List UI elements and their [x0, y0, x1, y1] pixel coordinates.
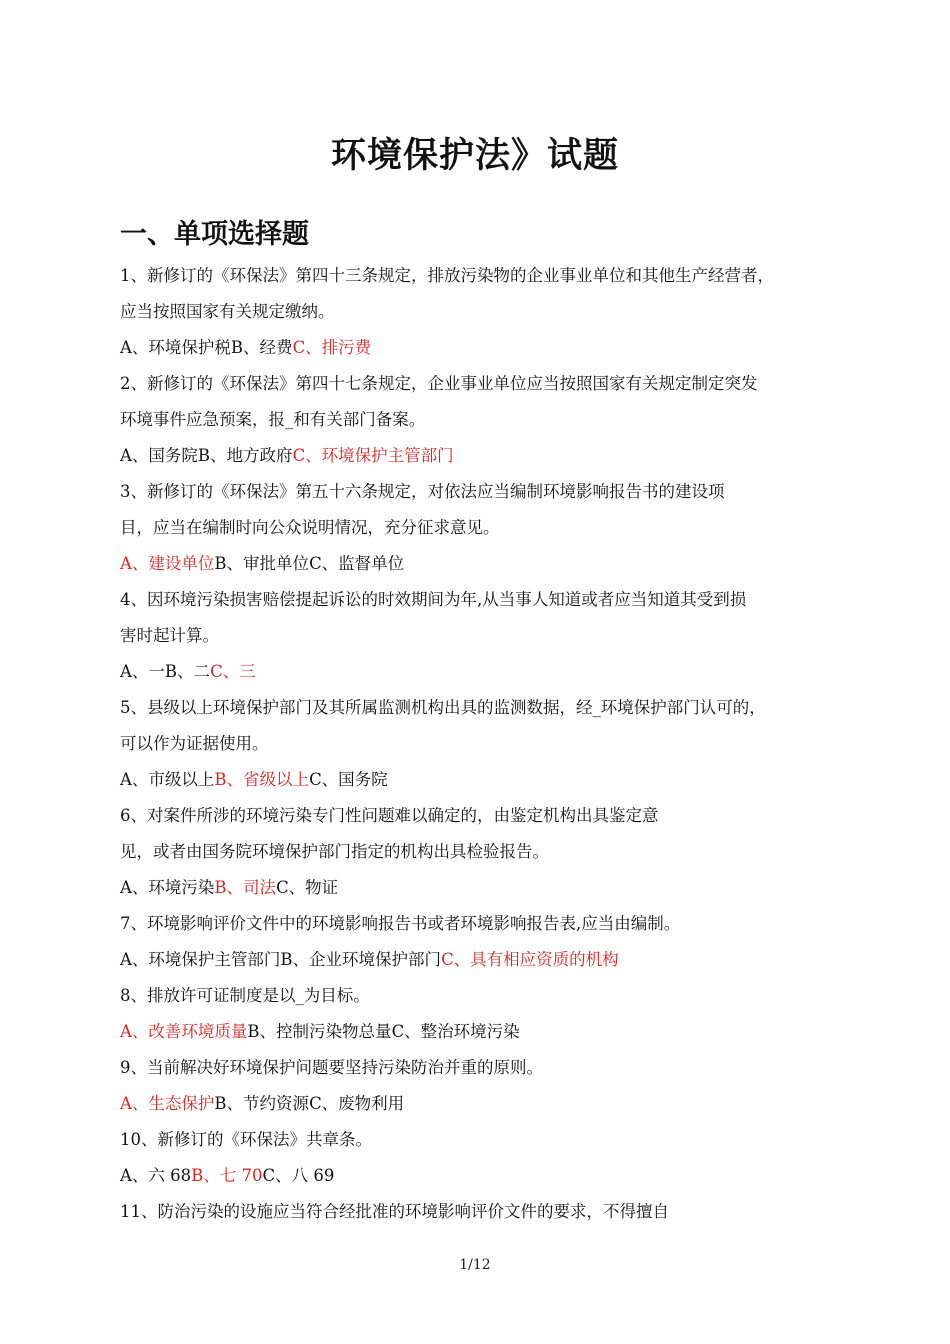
question-5-options	[120, 762, 880, 798]
question-3-text-cont: 目，应当在编制时向公众说明情况，充分征求意见。	[120, 518, 500, 537]
option-b: B、企业环境保护部门	[280, 950, 442, 969]
option-b-answer: B、省级以上	[214, 770, 310, 789]
option-c-answer: C、具有相应资质的机构	[441, 950, 619, 969]
question-6-options	[120, 870, 880, 906]
option-b-answer: B、七 70	[191, 1166, 263, 1185]
question-9-text: 9、当前解决好环境保护问题要坚持污染防治并重的原则。	[120, 1058, 543, 1077]
option-c-answer: C、环境保护主管部门	[292, 446, 454, 465]
question-7-options	[120, 942, 880, 978]
question-2-options	[120, 438, 880, 474]
option-a: A、环境保护主管部门	[120, 950, 281, 969]
option-a: A、环境污染	[120, 878, 215, 897]
question-4-options	[120, 654, 880, 690]
option-a-answer: A、生态保护	[120, 1094, 215, 1113]
option-a: A、国务院	[120, 446, 198, 465]
option-b: B、审批单位	[214, 554, 310, 573]
option-b: B、经费	[230, 338, 293, 357]
option-a: A、六 68	[120, 1166, 192, 1185]
option-c: C、物证	[276, 878, 339, 897]
question-3-options	[120, 546, 880, 582]
option-c: C、国务院	[309, 770, 388, 789]
question-6-text: 6、对案件所涉的环境污染专门性问题难以确定的，由鉴定机构出具鉴定意	[120, 806, 659, 825]
option-c: C、整治环境污染	[391, 1022, 520, 1041]
option-c: C、监督单位	[309, 554, 405, 573]
question-6-text-cont: 见，或者由国务院环境保护部门指定的机构出具检验报告。	[120, 842, 549, 861]
question-list	[120, 258, 880, 1230]
question-11-text: 11、防治污染的设施应当符合经批准的环境影响评价文件的要求，不得擅自	[120, 1202, 669, 1221]
question-2-text-cont: 环境事件应急预案，报_和有关部门备案。	[120, 410, 426, 429]
option-a: A、市级以上	[120, 770, 215, 789]
option-c-answer: C、排污费	[292, 338, 372, 357]
question-7-text: 7、环境影响评价文件中的环境影响报告书或者环境影响报告表,应当由编制。	[120, 914, 681, 933]
document-title: 环境保护法》试题	[330, 136, 619, 176]
question-10-text: 10、新修订的《环保法》共章条。	[120, 1130, 372, 1149]
option-c-answer: C、三	[210, 662, 256, 681]
question-8-text: 8、排放许可证制度是以_为目标。	[120, 986, 370, 1005]
option-a-answer: A、改善环境质量	[120, 1022, 248, 1041]
option-a-answer: A、建设单位	[120, 554, 215, 573]
question-1-options	[120, 330, 880, 366]
question-1-text-cont: 应当按照国家有关规定缴纳。	[120, 302, 335, 321]
question-8-options	[120, 1014, 880, 1050]
question-5-text-cont: 可以作为证据使用。	[120, 734, 269, 753]
option-c: C、废物利用	[309, 1094, 405, 1113]
question-5-text: 5、县级以上环境保护部门及其所属监测机构出具的监测数据，经_环境保护部门认可的，	[120, 698, 766, 717]
option-a: A、一	[120, 662, 165, 681]
section-heading: 一、单项选择题	[120, 219, 309, 250]
question-3-text: 3、新修订的《环保法》第五十六条规定，对依法应当编制环境影响报告书的建设项	[120, 482, 725, 501]
question-4-text-cont: 害时起计算。	[120, 626, 219, 645]
page-number: 1/12	[459, 1257, 491, 1273]
option-b: B、节约资源	[214, 1094, 310, 1113]
option-a: A、环境保护税	[120, 338, 231, 357]
question-9-options	[120, 1086, 880, 1122]
question-2-text: 2、新修订的《环保法》第四十七条规定，企业事业单位应当按照国家有关规定制定突发	[120, 374, 758, 393]
option-b: B、控制污染物总量	[247, 1022, 392, 1041]
question-10-options	[120, 1158, 880, 1194]
option-b: B、二	[164, 662, 211, 681]
option-b: B、地方政府	[197, 446, 293, 465]
question-4-text: 4、因环境污染损害赔偿提起诉讼的时效期间为年,从当事人知道或者应当知道其受到损	[120, 590, 747, 609]
option-b-answer: B、司法	[214, 878, 277, 897]
question-1-text: 1、新修订的《环保法》第四十三条规定，排放污染物的企业事业单位和其他生产经营者，	[120, 266, 774, 285]
option-c: C、八 69	[262, 1166, 335, 1185]
